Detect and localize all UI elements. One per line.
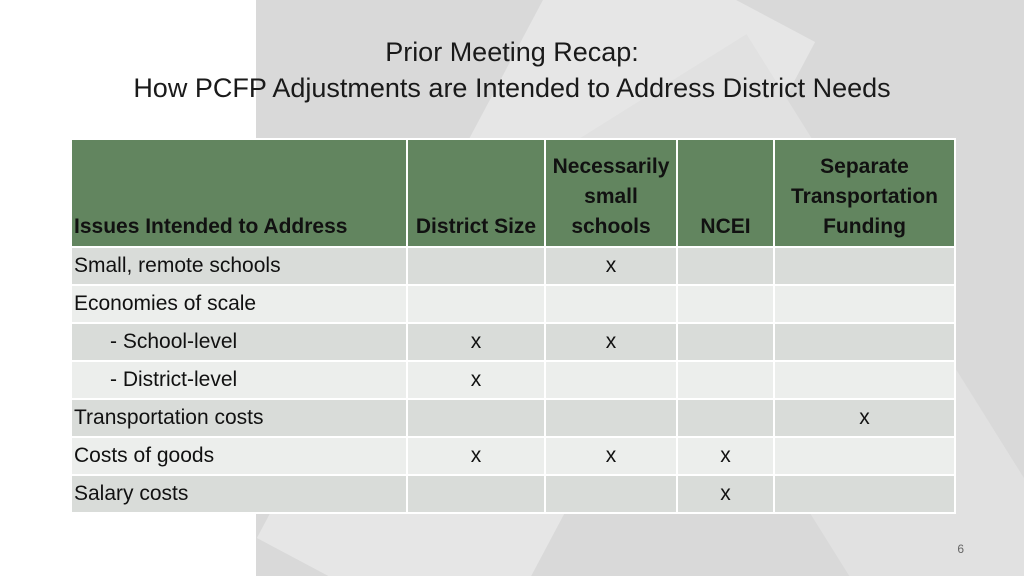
table-header-row <box>71 139 955 247</box>
header-issues: Issues Intended to Address <box>71 139 407 247</box>
header-necessarily-small-schools: Necessarily small schools <box>545 139 677 247</box>
table-cell <box>774 475 955 513</box>
table-row <box>71 323 955 361</box>
table-row <box>71 475 955 513</box>
table-cell <box>545 399 677 437</box>
table-cell <box>407 247 545 285</box>
table-cell <box>407 475 545 513</box>
table-cell <box>677 399 774 437</box>
table-cell: x <box>407 361 545 399</box>
table-cell: x <box>677 475 774 513</box>
page-number: 6 <box>957 542 964 556</box>
table-cell: x <box>545 437 677 475</box>
table-cell <box>545 361 677 399</box>
table-row <box>71 285 955 323</box>
header-district-size: District Size <box>407 139 545 247</box>
table-cell <box>677 285 774 323</box>
row-label: Costs of goods <box>71 437 407 475</box>
title-line-1: Prior Meeting Recap: <box>385 37 639 67</box>
table-row <box>71 437 955 475</box>
table-cell <box>774 361 955 399</box>
header-ncei: NCEI <box>677 139 774 247</box>
table-cell <box>677 247 774 285</box>
table-row <box>71 361 955 399</box>
row-label: Economies of scale <box>71 285 407 323</box>
table-cell: x <box>545 323 677 361</box>
table-cell <box>407 399 545 437</box>
row-label: Salary costs <box>71 475 407 513</box>
table-cell <box>677 361 774 399</box>
table-row <box>71 247 955 285</box>
row-label: - School-level <box>71 323 407 361</box>
adjustments-table <box>70 138 956 514</box>
table-cell <box>545 285 677 323</box>
row-label: Transportation costs <box>71 399 407 437</box>
row-label: Small, remote schools <box>71 247 407 285</box>
table-cell <box>774 285 955 323</box>
table-cell: x <box>774 399 955 437</box>
title-line-2: How PCFP Adjustments are Intended to Address District Needs <box>133 73 891 103</box>
table-cell <box>407 285 545 323</box>
table-row <box>71 399 955 437</box>
slide-title <box>0 34 1024 106</box>
table-cell <box>774 247 955 285</box>
table-cell: x <box>407 323 545 361</box>
table-cell <box>774 437 955 475</box>
table-cell <box>545 475 677 513</box>
table-cell: x <box>545 247 677 285</box>
table-cell: x <box>407 437 545 475</box>
row-label: - District-level <box>71 361 407 399</box>
table-cell <box>774 323 955 361</box>
header-transportation-funding: Separate Transportation Funding <box>774 139 955 247</box>
table-cell: x <box>677 437 774 475</box>
table-cell <box>677 323 774 361</box>
